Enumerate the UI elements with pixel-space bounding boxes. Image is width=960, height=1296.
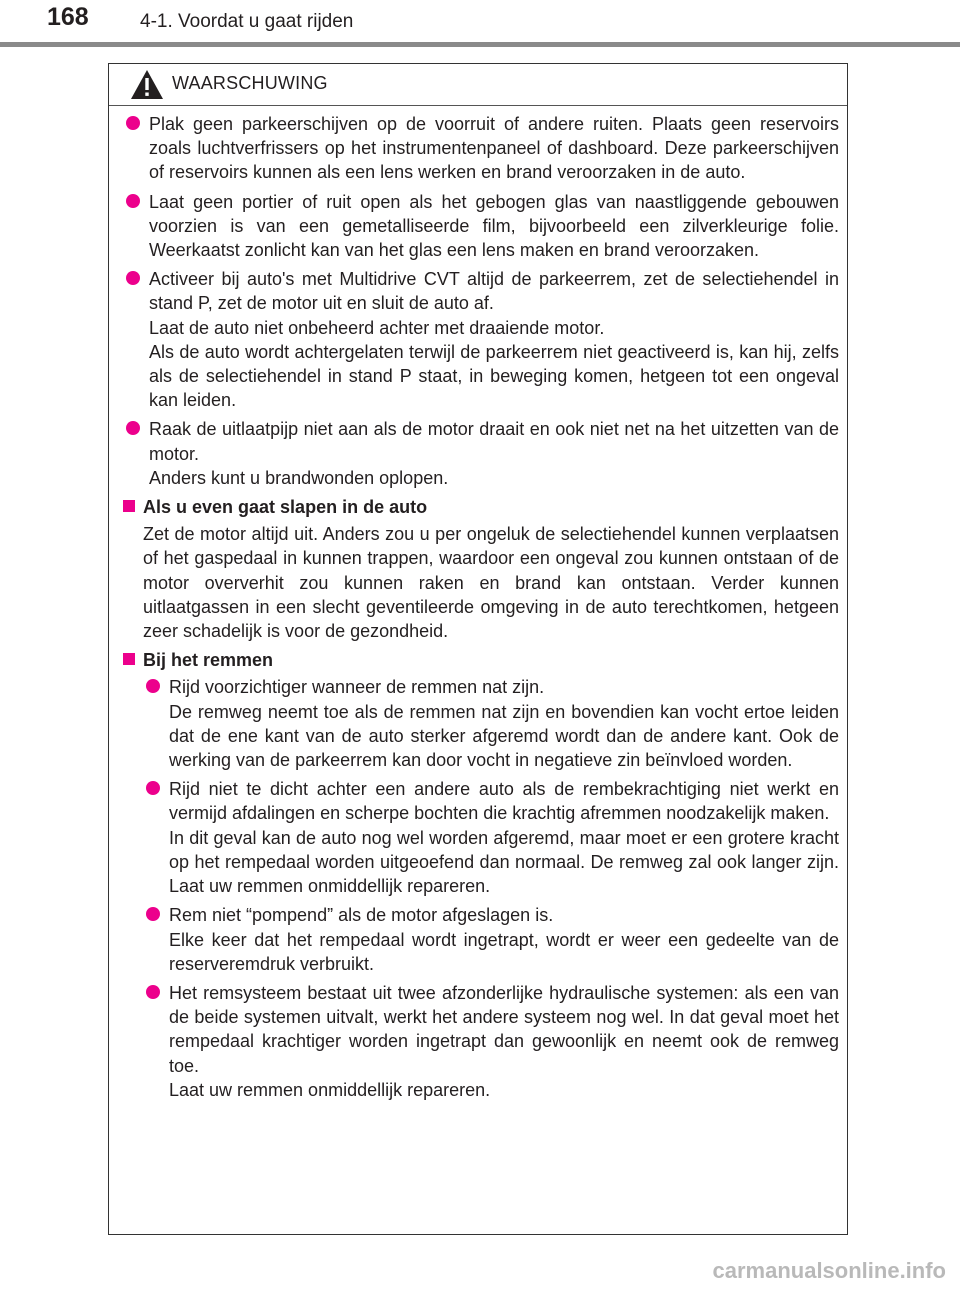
- section-heading: Bij het remmen: [143, 650, 274, 671]
- warning-item: [143, 981, 839, 1102]
- item-text: Activeer bij auto's met Multidrive CVT altijd de parkeerrem, zet de selectiehendel in stand P, zet de motor uit en sluit de auto af.: [149, 269, 839, 314]
- item-text: Het remsysteem bestaat uit twee afzonderlijke hydraulische systemen: als een van de beide systemen uitvalt, werkt het andere systeem nog wel. In dat geval moet het rempedaal krachtiger worden ingetrapt dan gewoonlijk en neemt ook de remweg toe.: [169, 982, 839, 1076]
- warning-triangle-icon: [130, 69, 164, 100]
- section-title: 4-1. Voordat u gaat rijden: [140, 11, 354, 32]
- item-text: Rijd voorzichtiger wanneer de remmen nat zijn.: [169, 677, 545, 698]
- warning-item: [143, 777, 839, 898]
- warning-content: [109, 106, 847, 1102]
- section-text: Zet de motor altijd uit. Anders zou u per ongeluk de selectiehendel kunnen verplaatsen of het gaspedaal in kunnen trappen, waardoor een ongeval zou kunnen ontstaan of de motor oververhit zou kunnen raken en brand kan ontstaan. Verder kunnen uitlaatgassen in een slecht geventileerde omgeving in de auto terechtkomen, hetgeen zeer schadelijk is voor de gezondheid.: [143, 524, 839, 642]
- item-text: In dit geval kan de auto nog wel worden afgeremd, maar moet er een grotere kracht op het rempedaal worden uitgeoefend dan normaal. De remweg zal ook langer zijn. Laat uw remmen onmiddellijk repareren.: [169, 827, 839, 897]
- item-text: Anders kunt u brandwonden oplopen.: [149, 467, 449, 488]
- bullet-icon: [126, 194, 140, 208]
- section-braking: [123, 648, 839, 1102]
- item-text: Raak de uitlaatpijp niet aan als de motor draait en ook niet net na het uitzetten van de motor.: [149, 419, 839, 464]
- item-text: Laat de auto niet onbeheerd achter met draaiende motor.: [149, 317, 605, 338]
- item-text: Laat geen portier of ruit open als het gebogen glas van naastliggende gebouwen voorzien is van een gemetalliseerde film, bijvoorbeeld een zilverkleurige folie. Weerkaatst zonlicht kan van het glas een lens maken en brand veroorzaken.: [149, 191, 839, 261]
- item-text: Rem niet “pompend” als de motor afgeslagen is.: [169, 905, 554, 926]
- warning-header: [109, 64, 847, 106]
- page-header: [0, 0, 960, 48]
- square-bullet-icon: [123, 653, 135, 665]
- warning-item: [123, 267, 839, 412]
- section-heading: Als u even gaat slapen in de auto: [143, 497, 428, 518]
- bullet-icon: [126, 271, 140, 285]
- bullet-icon: [126, 421, 140, 435]
- section-sleeping: [123, 495, 839, 643]
- warning-item: [123, 190, 839, 263]
- bullet-icon: [146, 679, 160, 693]
- warning-box: [108, 63, 848, 1235]
- header-rule: [0, 42, 960, 47]
- warning-title: WAARSCHUWING: [172, 73, 328, 93]
- bullet-icon: [146, 985, 160, 999]
- bullet-icon: [146, 907, 160, 921]
- warning-item: [143, 675, 839, 772]
- item-text: Plak geen parkeerschijven op de voorruit of andere ruiten. Plaats geen reservoirs zoals luchtverfrissers op het instrumentenpaneel of dashboard. Deze parkeerschijven of reservoirs kunnen als een lens werken en brand veroorzaken in de auto.: [149, 114, 839, 183]
- bullet-icon: [126, 116, 140, 130]
- warning-item: [143, 903, 839, 976]
- warning-item: [123, 112, 839, 185]
- item-text: Laat uw remmen onmiddellijk repareren.: [169, 1079, 491, 1100]
- page-number: 168: [47, 3, 89, 31]
- bullet-icon: [146, 781, 160, 795]
- warning-item: [123, 417, 839, 490]
- square-bullet-icon: [123, 500, 135, 512]
- item-text: Als de auto wordt achtergelaten terwijl de parkeerrem niet geactiveerd is, kan hij, zelfs als de selectiehendel in stand P staat, in beweging komen, hetgeen tot een ongeval kan leiden.: [149, 341, 839, 411]
- item-text: De remweg neemt toe als de remmen nat zijn en bovendien kan vocht ertoe leiden dat de ene kant van de auto sterker afgeremd wordt dan de andere kant. Ook de werking van de parkeerrem kan door vocht in negatieve zin beïnvloed worden.: [169, 701, 839, 771]
- watermark: carmanualsonline.info: [712, 1258, 946, 1283]
- item-text: Elke keer dat het rempedaal wordt ingetrapt, wordt er weer een gedeelte van de reserveremdruk verbruikt.: [169, 929, 839, 974]
- item-text: Rijd niet te dicht achter een andere auto als de rembekrachtiging niet werkt en vermijd afdalingen en scherpe bochten die krachtig afremmen noodzakelijk maken.: [169, 779, 839, 824]
